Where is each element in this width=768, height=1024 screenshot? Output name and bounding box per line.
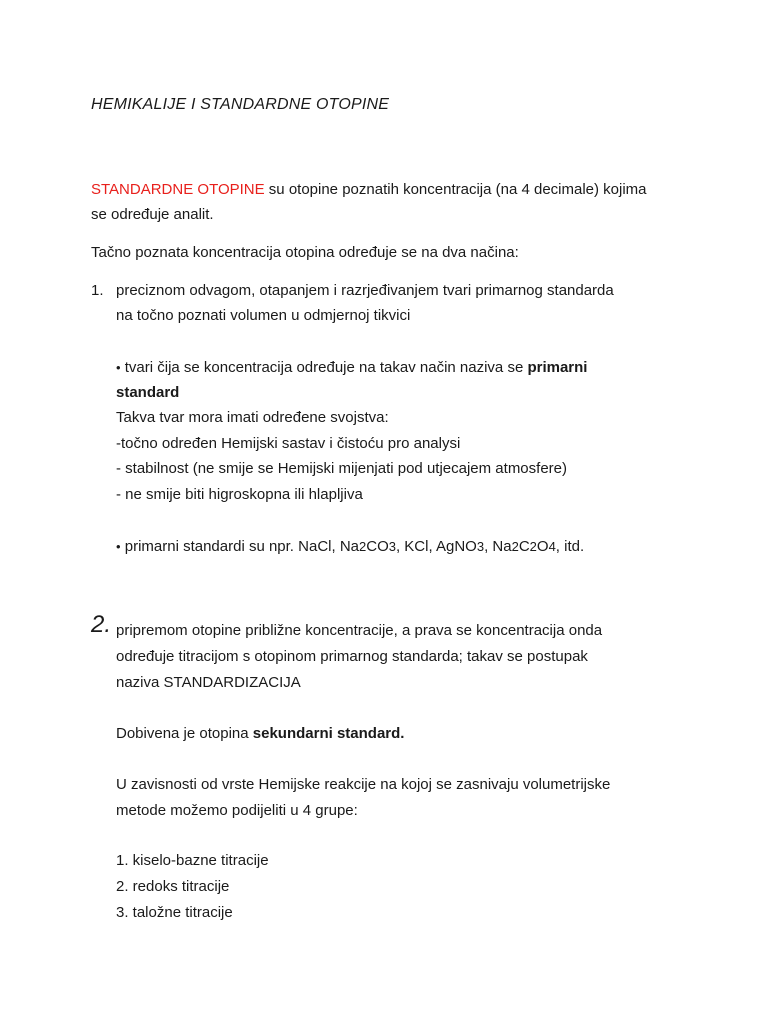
bullet-2-text: primarni standardi su npr. NaCl, Na bbox=[120, 538, 359, 555]
formula-digit: 2 bbox=[511, 539, 519, 554]
term-highlight: STANDARDNE OTOPINE bbox=[91, 181, 265, 198]
property-3: - ne smije biti higroskopna ili hlapljiva bbox=[116, 486, 363, 503]
item-2-line-1: pripremom otopine približne koncentracije, a prava se koncentracija onda bbox=[116, 622, 603, 639]
bullet-1-line-2: standard bbox=[116, 384, 180, 401]
property-2: - stabilnost (ne smije se Hemijski mijenjati pod utjecajem atmosfere) bbox=[116, 460, 567, 477]
page-title: HEMIKALIJE I STANDARDNE OTOPINE bbox=[91, 96, 390, 113]
formula-digit: 2 bbox=[359, 539, 367, 554]
property-1: -točno određen Hemijski sastav i čistoću pro analysi bbox=[116, 435, 461, 452]
formula-digit: 2 bbox=[529, 539, 537, 554]
secondary-standard-line bbox=[116, 721, 404, 747]
formula-digit: 4 bbox=[548, 539, 556, 554]
formula-digit: 3 bbox=[476, 539, 485, 554]
formula-text: , Na bbox=[484, 538, 512, 555]
properties-heading: Takva tvar mora imati određene svojstva: bbox=[116, 409, 389, 426]
groups-line-1: U zavisnosti od vrste Hemijske reakcije na kojoj se zasnivaju volumetrijske bbox=[116, 776, 611, 793]
secondary-text: Dobivena je otopina bbox=[116, 725, 253, 742]
bullet-1-line-1 bbox=[116, 355, 587, 381]
bullet-1-bold: primarni bbox=[527, 359, 588, 376]
intro-line-1 bbox=[91, 177, 647, 203]
bullet-icon: • bbox=[116, 360, 121, 375]
item-1-line-1: preciznom odvagom, otapanjem i razrjeđivanjem tvari primarnog standarda bbox=[116, 282, 614, 299]
formula-text: O bbox=[536, 538, 549, 555]
groups-line-2: metode možemo podijeliti u 4 grupe: bbox=[116, 802, 358, 819]
item-2-number: 2. bbox=[91, 611, 112, 638]
item-2-line-2: određuje titracijom s otopinom primarnog standarda; takav se postupak bbox=[116, 648, 588, 665]
group-item-1: 1. kiselo-bazne titracije bbox=[116, 852, 269, 869]
formula-text: C bbox=[518, 538, 530, 555]
intro-line-2: se određuje analit. bbox=[91, 206, 214, 223]
item-2-line-3: naziva STANDARDIZACIJA bbox=[116, 674, 301, 691]
methods-intro: Tačno poznata koncentracija otopina određuje se na dva načina: bbox=[91, 244, 519, 261]
bullet-2-line bbox=[116, 534, 584, 560]
formula-text: CO bbox=[366, 538, 389, 555]
formula-text: , KCl, AgNO bbox=[395, 538, 477, 555]
bullet-1-text: tvari čija se koncentracija određuje na takav način naziva se bbox=[120, 359, 528, 376]
formula-digit: 3 bbox=[388, 539, 396, 554]
group-item-3: 3. taložne titracije bbox=[116, 904, 233, 921]
bullet-icon: • bbox=[116, 539, 121, 554]
intro-text: su otopine poznatih koncentracija (na 4 decimale) kojima bbox=[264, 181, 647, 198]
group-item-2: 2. redoks titracije bbox=[116, 878, 230, 895]
secondary-bold: sekundarni standard. bbox=[252, 725, 405, 742]
bullet-2-end: , itd. bbox=[555, 538, 585, 555]
item-1-number: 1. bbox=[91, 282, 104, 299]
item-1-line-2: na točno poznati volumen u odmjernoj tikvici bbox=[116, 307, 411, 324]
